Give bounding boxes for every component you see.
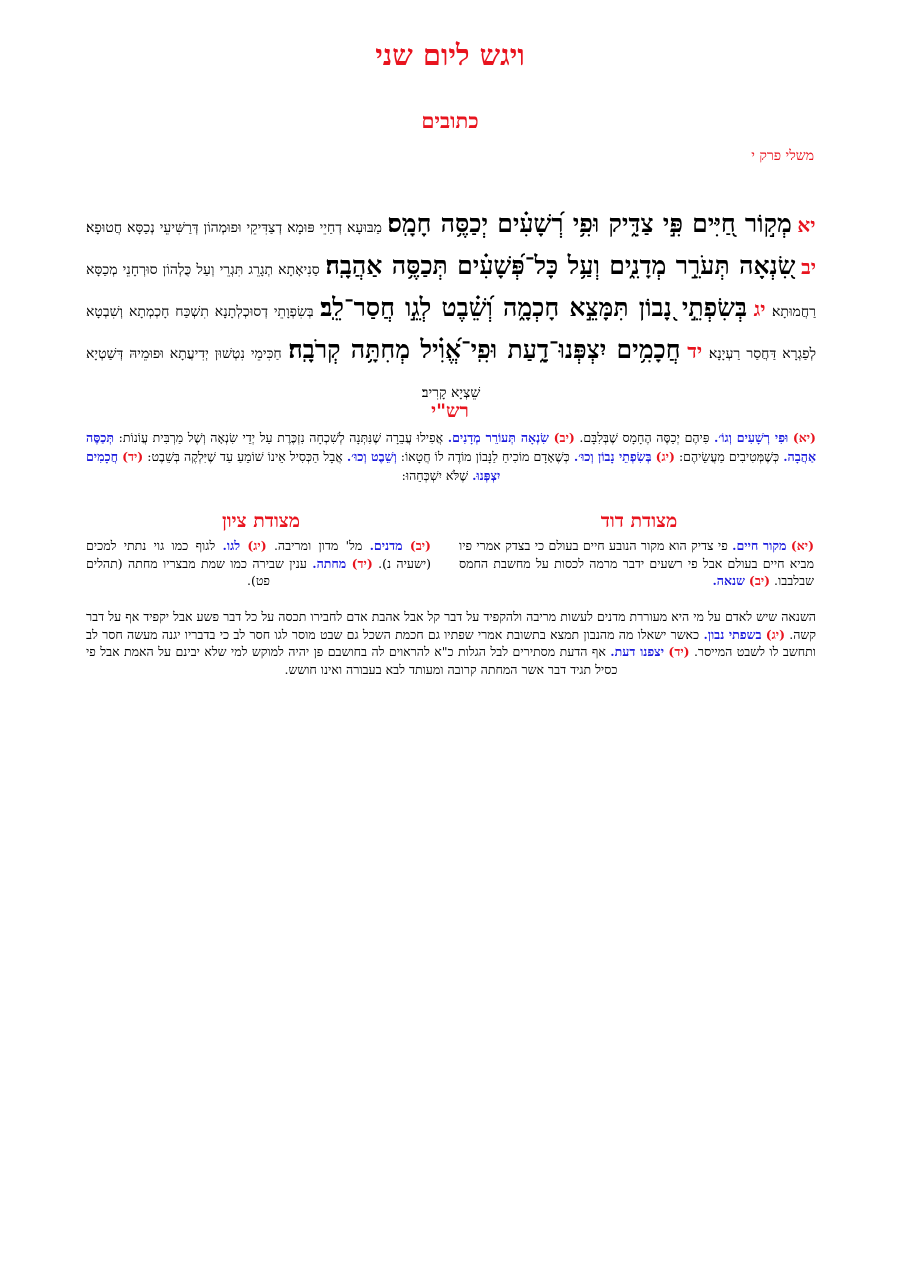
commentary-text: השנאה שיש לאדם על מי היא מעוררת מדנים לעשות מריבה ולהקפיד על דבר קל אבל אהבת אדם לחבירו תכסה על כל דבר פשע אבל יקפיד אף על דבר קשה.	[86, 609, 816, 642]
dibur-hamatchil: מחתה.	[312, 555, 347, 571]
dibur-hamatchil: חֲכָמִים יִצְפְּנוּ.	[86, 449, 501, 483]
dibur-hamatchil: בשפתי נבון.	[703, 626, 762, 642]
commentary-text: ענין שבירה כמו שמת מבצריו מחתה (תהלים פט).	[86, 555, 307, 588]
dibur-hamatchil: בְּשִׂפְתֵי נָבוֹן וְכוּ׳.	[573, 449, 652, 464]
dibur-hamatchil: תְּכַסֶּה אַהֲבָה.	[86, 430, 816, 464]
verse-hebrew: בְּשִׂפְתֵ֣י נָ֭בוֹן תִּמָּצֵ֣א חָכְמָ֑ה וְ֝שֵׁ֗בֶט לְגֵ֣ו חֲסַר־לֵֽב׃	[320, 293, 748, 322]
chapter-label: משלי פרק י	[751, 148, 814, 164]
verse-hebrew: מְק֣וֹר חַ֭יִּים פִּ֣י צַדִּ֑יק וּפִ֥י רְ֝שָׁעִ֗ים יְכַסֶּ֥ה חָמָֽס׃	[387, 209, 792, 238]
metzudat-david-continuation	[86, 608, 816, 678]
verse-ref: (יד)	[122, 449, 144, 464]
verse-ref: (יב)	[748, 573, 771, 588]
page-title: ויגש ליום שני	[375, 38, 525, 72]
commentary-text: אף הדעת מסתירים לבל הגלות כ"א להראוים לה בחושבם פן יהיה למוקש למי שלא יבינם על האמת אבל פי כסיל תגיד דבר אשר המחתה קרובה ומעותד לבא בעבורה ואינו חושש.	[86, 644, 618, 677]
verse-ref: (יג)	[247, 538, 267, 553]
metzudat-zion-title: מצודת ציון	[221, 510, 301, 532]
metzudat-david-title: מצודת דוד	[600, 510, 678, 532]
verse	[86, 335, 703, 401]
dibur-hamatchil: שִׂנְאָה תְּעוֹרֵר מְדָנִים.	[447, 430, 549, 445]
metzudat-zion-column	[86, 537, 431, 590]
verse-number: יג	[753, 297, 766, 321]
dibur-hamatchil: מדנים.	[369, 538, 403, 553]
rashi-segment	[579, 430, 816, 445]
verse-ref: (יד)	[668, 644, 690, 659]
commentary-text: מל' מדון ומריבה.	[273, 538, 363, 553]
rashi-title: רש"י	[431, 400, 469, 422]
rashi-segment	[119, 430, 575, 445]
verse-number: יב	[801, 255, 816, 279]
dibur-hamatchil: שנאה.	[712, 573, 745, 588]
verse-number: יד	[687, 339, 703, 363]
commentary-text: כְּשֶׁאָדָם מוֹכִיחַ לַנָּבוֹן מוֹדֶה לוֹ חֲטָאוֹ:	[400, 449, 570, 464]
commentary-text: כאשר ישאלו מה מהנבון תמצא בתשובת אמרי שפתיו גם חכמת השכל גם שבט מוסר לגו חסר לב כי בדבריו יגנה מעשה חסר לב ותחשב לו לשבט המייסר.	[86, 626, 816, 659]
verse-ref: (יג)	[655, 449, 675, 464]
verse-targum: בְּשִׂפְוָתֵי דְסוּכְלְתָנָא תִשְׁכַּח חָכְמְתָא וְשִׁבְטָא לְפַגְרָא דַּחֲסַר רַעְיָנָא׃	[86, 304, 817, 362]
verses-block	[86, 205, 816, 412]
verse-ref: (יד)	[351, 555, 373, 571]
verse-ref: (יג)	[765, 626, 785, 642]
commentary-text: פי צדיק הוא מקור הנובע חיים בעולם כי בצדק אמרי פיו מביא חיים בעולם אבל פי רשעים ידבר מרמה לכסות על מחשבת החמס שבלבבו.	[459, 538, 814, 588]
dibur-hamatchil: יצפנו דעת.	[610, 644, 665, 659]
rashi-segment	[147, 449, 396, 464]
verse-number: יא	[797, 213, 816, 237]
rashi-segment	[401, 449, 675, 464]
metzudat-david-column	[459, 537, 814, 590]
commentary-text: כְּשֶׁמְּטִיבִים מַעֲשֵׂיהֶם:	[678, 449, 780, 464]
verse-ref: (יב)	[553, 430, 575, 445]
verse-targum: סַנִיאָתָא תְגָרֵג תִּגְרֵי וְעַל כֻּלְהוֹן סוּרְחָנֵי מְכַסָּא רַחֲמוּתָא׃	[86, 262, 816, 320]
dibur-hamatchil: וְשֵׁבֶט וְכוּ׳.	[346, 449, 397, 464]
dibur-hamatchil: וּפִי רְשָׁעִים וְגוֹ׳.	[714, 430, 789, 445]
verse-targum: חַכִּימֵי נִטְשׁוּן יְדִיעֲתָא וּפוּמֵיהּ דְּשַׁטְיָא שֵׁצְיָא קָרִיב׃	[86, 346, 481, 401]
commentary-text: שֶׁלֹּא יִשְׁכְּחֵהוּ:	[401, 468, 469, 483]
commentary-text: אֲפִילוּ עֲבֵרָה שֶׁנִּתְּנָה לְשִׁכְחָה נִזְכֶּרֶת עַל יְדֵי שִׂנְאָה וְשֶׁל מַרְבִּית עֲוֹנוֹת:	[118, 430, 444, 445]
commentary-text: פִּיהֶם יְכַסֶּה הֶחָמָס שֶׁבְּלִבָּם.	[579, 430, 710, 445]
verse-hebrew: שִׂ֭נְאָה תְּעֹרֵ֣ר מְדָנִ֑ים וְעַ֥ל כָּל־פְּ֝שָׁעִ֗ים תְּכַסֶּ֥ה אַהֲבָֽה׃	[325, 251, 796, 280]
section-title: כתובים	[421, 108, 479, 133]
rashi-commentary	[86, 428, 816, 485]
dibur-hamatchil: לגו.	[222, 538, 241, 553]
verse-ref: (יא)	[790, 538, 814, 553]
dibur-hamatchil: מקור חיים.	[732, 538, 787, 553]
verse-ref: (יב)	[409, 538, 431, 553]
verse	[86, 209, 816, 238]
commentary-text: לגוף כמו גוי נתתי למכים (ישעיה נ).	[86, 538, 431, 571]
verse-ref: (יא)	[792, 430, 816, 445]
verse-targum: מַבּוּעָא דְחַיֵי פּוּמָא דְצַדִּיקֵי וּפוּמְהוֹן דְּרַשִּׁיעֵי נְכַסָּא חֲטוּפָא׃	[86, 220, 382, 236]
commentary-text: אֲבָל הַכְּסִיל אֵינוֹ שׁוֹמֵעַ עַד שֶׁיִּלְקֶה בְּשֵׁבֶט:	[147, 449, 343, 464]
verse-hebrew: חֲכָמִ֥ים יִצְפְּנוּ־דָ֑עַת וּפִֽי־אֱ֝וִ֗יל מְחִתָּ֥ה קְרֹבָֽה׃	[288, 335, 681, 364]
